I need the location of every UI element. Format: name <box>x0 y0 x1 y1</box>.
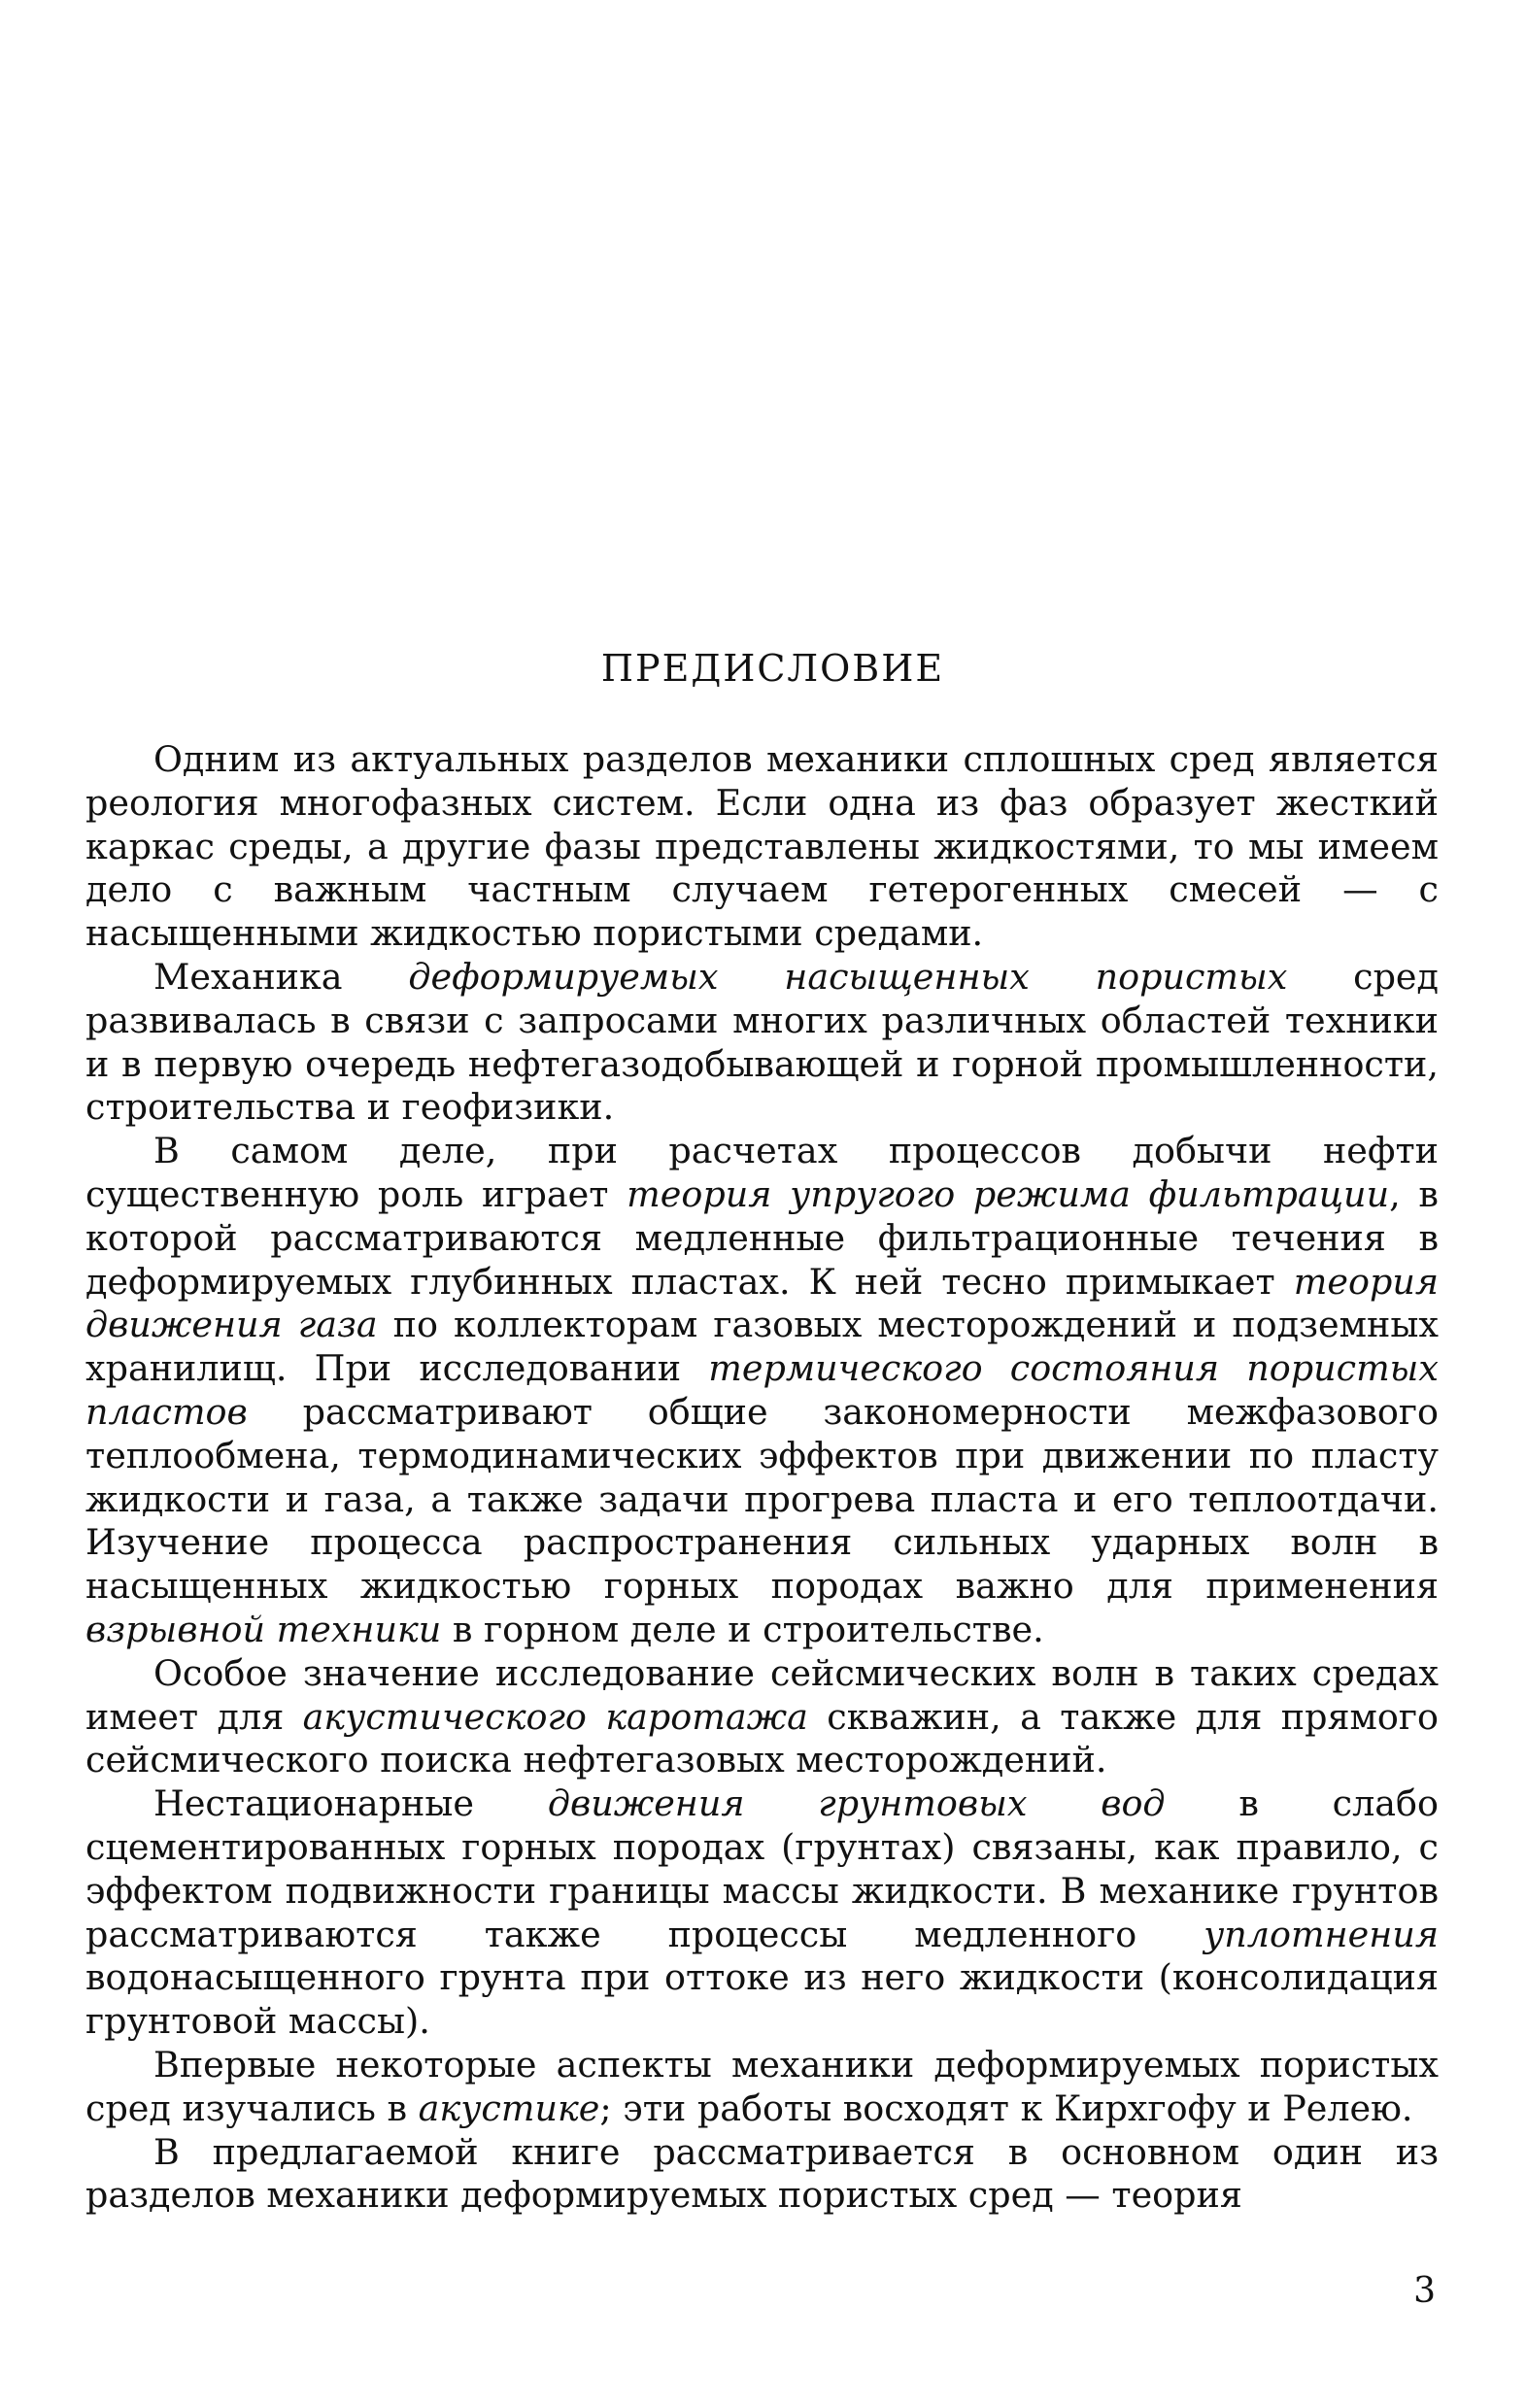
page-title: ПРЕДИСЛОВИЕ <box>600 647 945 690</box>
paragraph <box>85 2131 1439 2219</box>
text-run: ; эти работы восходят к Кирхгофу и Релею. <box>599 2086 1413 2129</box>
italic-term: теория упругого режима фильтрации <box>627 1172 1390 1215</box>
text-run: водонасыщенного грунта при оттоке из него жидкости (консолидация грунтовой массы). <box>85 1956 1439 2043</box>
text-run: Нестационарные <box>153 1782 548 1825</box>
text-run: скважин, а также для прямого сейсмического поиска нефтегазовых месторождений. <box>85 1695 1439 1781</box>
italic-term: термического состояния пористых пластов <box>85 1347 1439 1433</box>
italic-term: теория движения газа <box>85 1260 1439 1346</box>
text-run: , в которой рассматриваются медленные фильтрационные течения в деформируемых глубинных пластах. К ней тесно примыкает <box>85 1172 1439 1303</box>
paragraph <box>85 956 1439 1130</box>
text-run: В предлагаемой книге рассматривается в основном один из разделов механики деформируемых пористых сред — теория <box>85 2130 1439 2217</box>
italic-term: уплотнения <box>1204 1913 1439 1955</box>
italic-term: акустического каротажа <box>302 1695 808 1738</box>
paragraph <box>85 1130 1439 1652</box>
text-run: рассматривают общие закономерности межфазового теплообмена, термодинамических эффектов при движении по пласту жидкости и газа, а также задачи прогрева пласта и его теплоотдачи. Изучение процесса распространения сильных ударных волн в насыщенных жидкостью горных породах важно для применения <box>85 1390 1439 1608</box>
text-run: в горном деле и строительстве. <box>441 1608 1044 1650</box>
page-number: 3 <box>1413 2271 1436 2311</box>
italic-term: взрывной техники <box>85 1608 442 1650</box>
text-run: в слабо сцементированных горных породах (грунтах) связаны, как правило, с эффектом подвижности границы массы жидкости. В механике грунтов рассматриваются также процессы медленного <box>85 1782 1440 1955</box>
italic-term: движения грунтовых вод <box>547 1782 1166 1825</box>
text-run: Механика <box>153 955 409 998</box>
text-run: Впервые некоторые аспекты механики деформируемых пористых сред изучались в <box>85 2043 1439 2129</box>
paragraph <box>85 1782 1439 2044</box>
paragraph <box>85 2044 1439 2131</box>
text-run: Особое значение исследование сейсмических волн в таких средах имеет для <box>85 1651 1439 1738</box>
text-run: В самом деле, при расчетах процессов добычи нефти существенную роль играет <box>85 1130 1439 1215</box>
paragraph <box>85 1652 1439 1782</box>
paragraph <box>85 738 1439 956</box>
text-run: сред развивалась в связи с запросами многих различных областей техники и в первую очередь нефтегазодобывающей и горной промышленности, строительства и геофизики. <box>85 955 1440 1129</box>
italic-term: акустике <box>418 2086 600 2129</box>
text-run: Одним из актуальных разделов механики сплошных сред является реология многофазных систем. Если одна из фаз образует жесткий каркас среды, а другие фазы представлены жидкостями, то мы имеем дело с важным частным случаем гетерогенных смесей — с насыщенными жидкостью пористыми средами. <box>85 738 1439 955</box>
preface-body <box>85 738 1439 2218</box>
text-run: по коллекторам газовых месторождений и подземных хранилищ. При исследовании <box>85 1304 1439 1390</box>
italic-term: деформируемых насыщенных пористых <box>408 955 1288 998</box>
